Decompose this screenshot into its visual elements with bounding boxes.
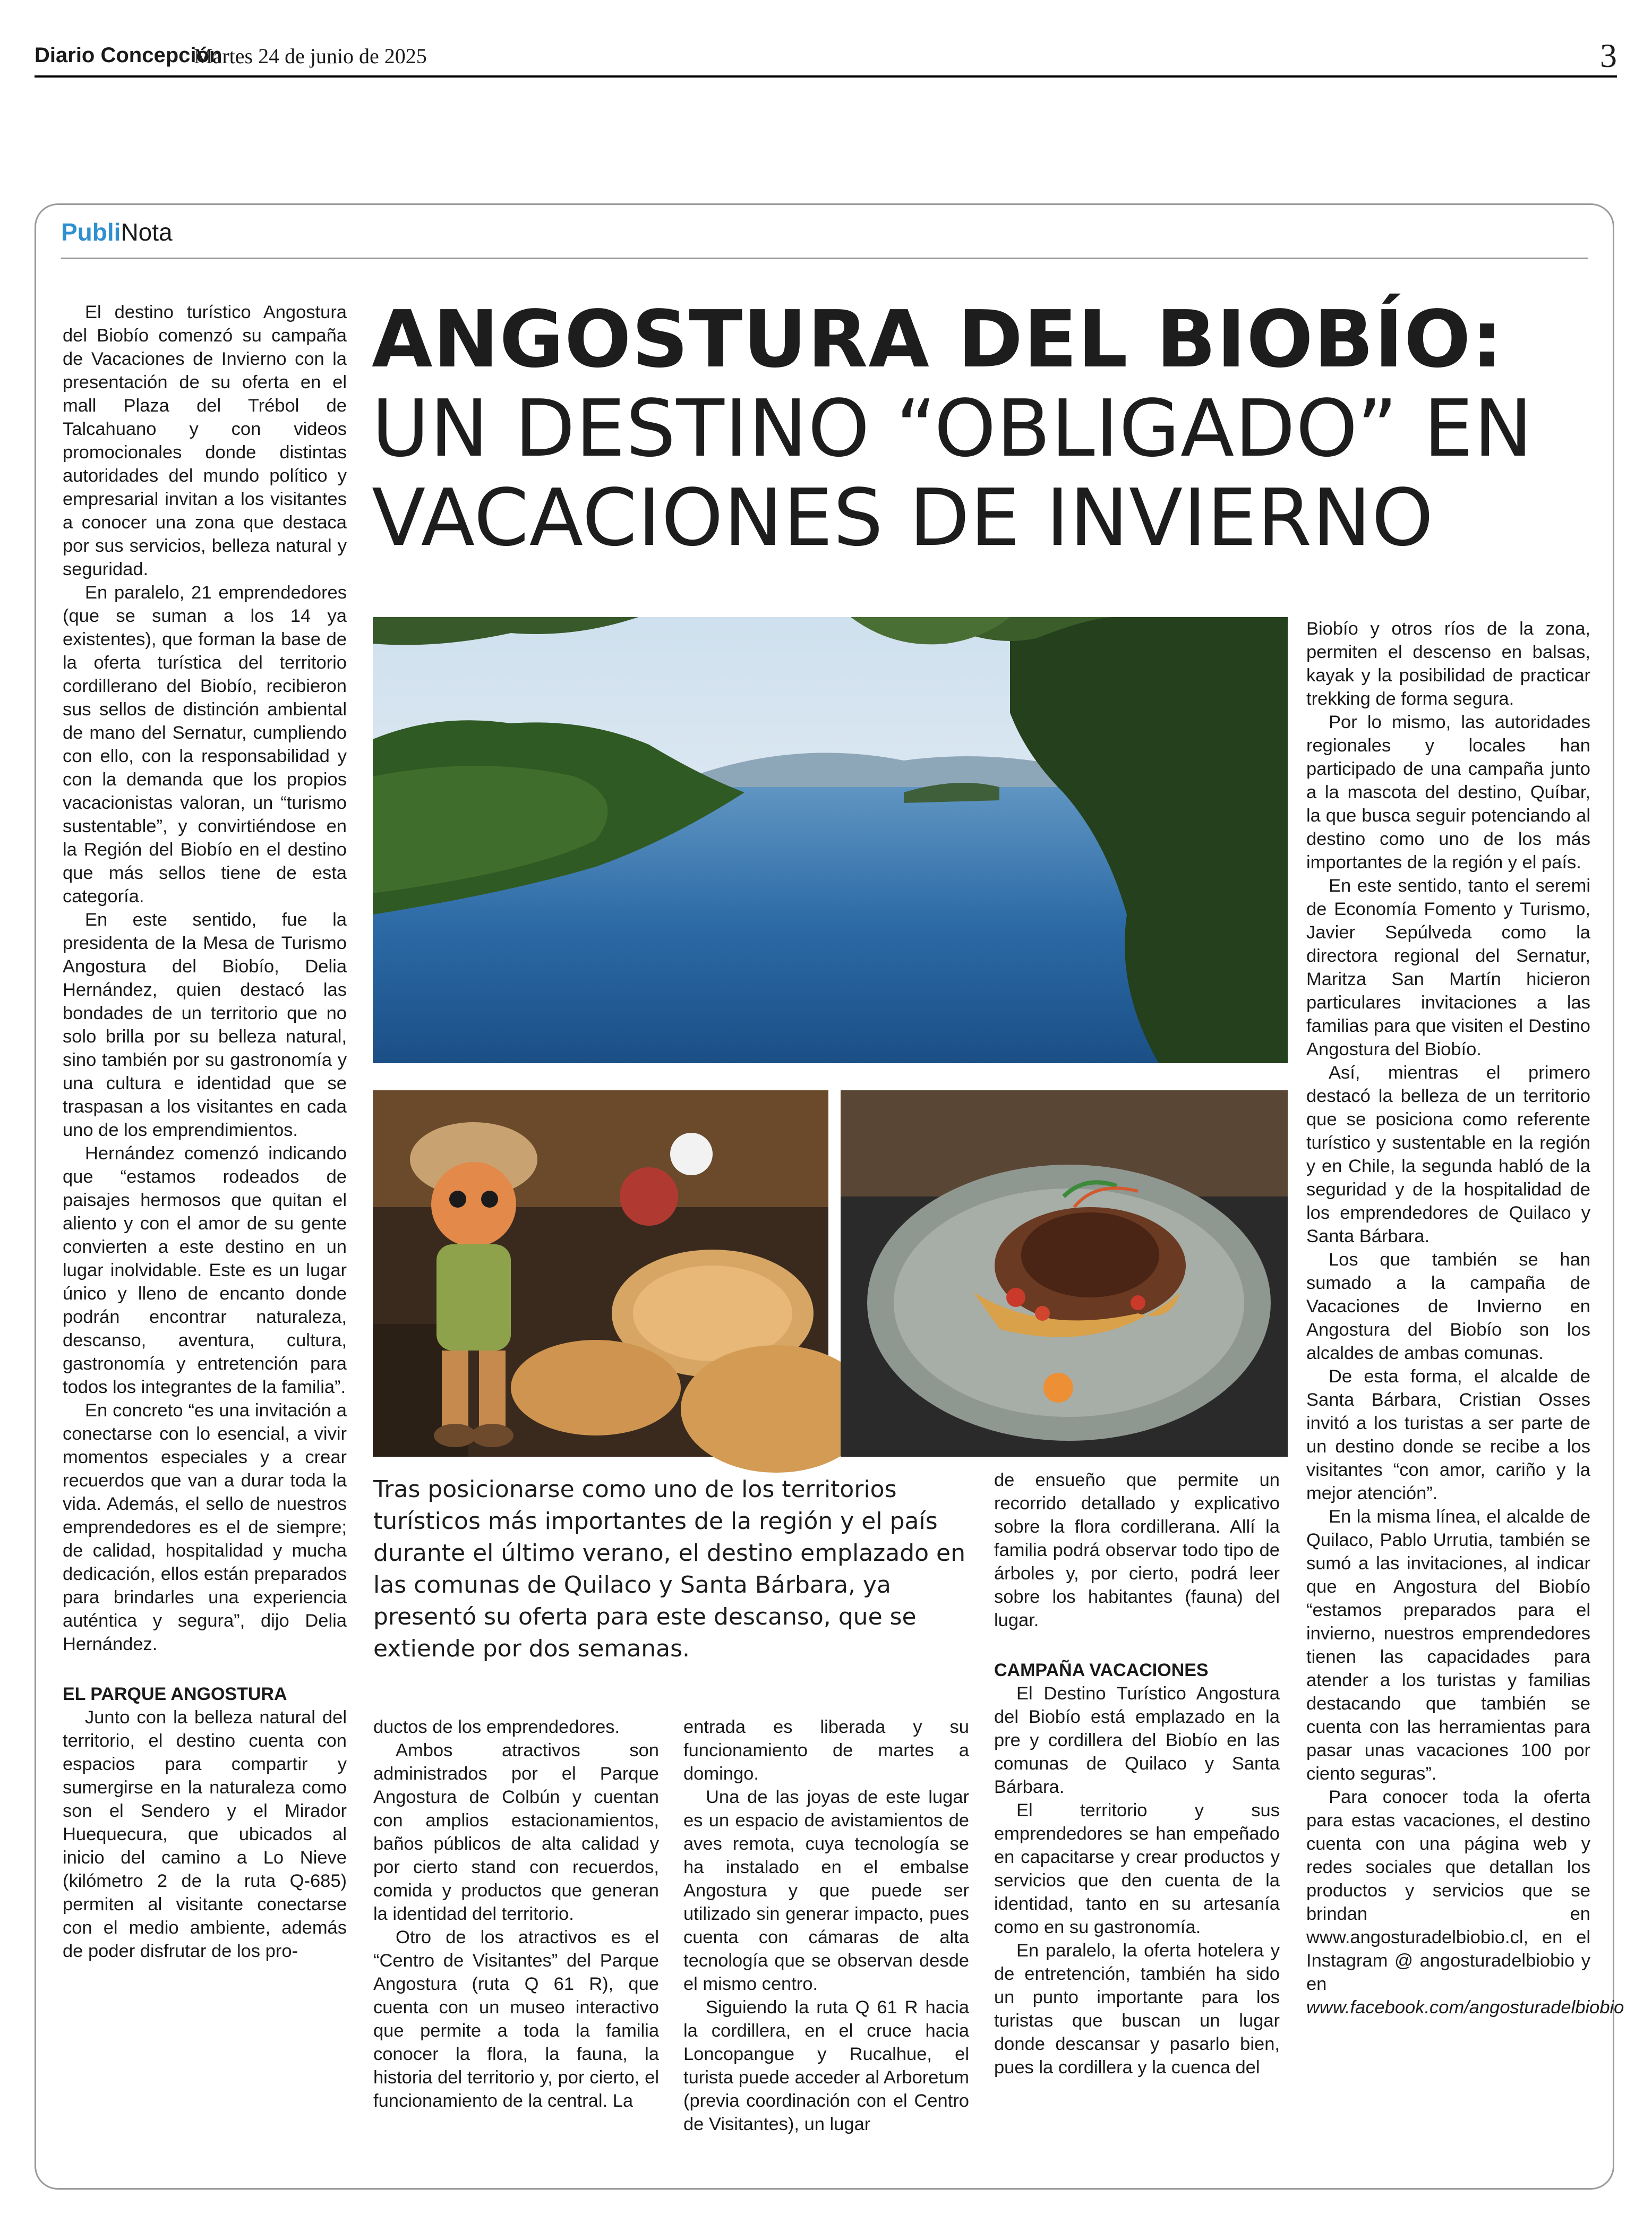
lead-paragraph: Tras posicionarse como uno de los territorios turísticos más importantes de la región y el país durante el último verano, el destino emplazado en las comunas de Quilaco y Santa Bárbara, ya presentó su oferta para este descanso, que se extiende por dos semanas. (373, 1476, 966, 1662)
paragraph: En concreto “es una invitación a conectarse con lo esencial, a vivir momentos especiales y a crear recuerdos que van a durar toda la vida. Además, el sello de nuestros emprendedores es el de siempre; de calidad, hospitalidad y mucha dedicación, ellos están preparados para brindarles una experiencia auténtica y segura”, dijo Delia Hernández. (63, 1400, 347, 1654)
paragraph: Por lo mismo, las autoridades regionales y locales han participado de una campaña junto a la mascota del destino, Quíbar, la que busca seguir potenciando al destino como uno de los más importantes de la región y el país. (1306, 712, 1590, 873)
paragraph: Otro de los atractivos es el “Centro de Visitantes” del Parque Angostura (ruta Q 61 R), que cuenta con un museo interactivo que permite a toda la familia conocer la flora, la fauna, la historia del territorio y, por cierto, el funcionamiento de la central. La (373, 1927, 659, 2111)
paragraph: de ensueño que permite un recorrido detallado y explicativo sobre la flora cordillerana. Allí la familia podrá observar todo tipo de árboles y, por cierto, podrá leer sobre los habitantes (fauna) del lugar. (994, 1470, 1280, 1630)
paragraph: ductos de los emprendedores. (373, 1717, 620, 1737)
paragraph: Junto con la belleza natural del territorio, el destino cuenta con espacios para compartir y sumergirse en la naturaleza como son el Sendero y el Mirador Huequecura, que ubicados al inicio del camino a Lo Nieve (kilómetro 2 de la ruta Q-685) permiten al visitante conectarse con el medio ambiente, además de poder disfrutar de los pro- (63, 1707, 347, 1961)
paragraph: Ambos atractivos son administrados por el Parque Angostura de Colbún y cuentan con amplios estacionamientos, baños públicos de alta calidad y por cierto stand con recuerdos, comida y productos que generan la identidad del territorio. (373, 1740, 659, 1924)
page-number: 3 (1600, 37, 1617, 74)
section-label (61, 218, 173, 246)
section-label-prefix: Publi (61, 218, 121, 246)
headline-line1: ANGOSTURA DEL BIOBÍO: (372, 294, 1503, 385)
paragraph: Siguiendo la ruta Q 61 R hacia la cordillera, en el cruce hacia Loncopangue y Rucalhue, el turista puede acceder al Arboretum (previa coordinación con el Centro de Visitantes), un lugar (683, 1997, 969, 2134)
paragraph: Una de las joyas de este lugar es un espacio de avistamientos de aves remota, cuya tecnología se ha instalado en el embalse Angostura y que puede ser utilizado sin generar impacto, pues cuenta con cámaras de alta tecnología que se observan desde el mismo centro. (683, 1787, 969, 1994)
facebook-link[interactable]: www.facebook.com/angosturadelbiobio (1306, 1997, 1624, 2018)
gourmet-dish-photo (841, 1090, 1288, 1457)
paragraph-contact (1306, 1785, 1624, 2019)
paragraph: El Destino Turístico Angostura del Biobío está emplazado en la pre y cordillera del Biobío en las comunas de Quilaco y Santa Bárbara. (994, 1683, 1280, 1797)
paragraph: En paralelo, 21 emprendedores (que se suman a los 14 ya existentes), que forman la base de la oferta turística del territorio cordillerano del Biobío, recibieron sus sellos de distinción ambiental de mano del Sernatur, cumpliendo con ello, con la responsabilidad y con la demanda que los propios vacacionistas valoran, un “turismo sustentable”, y convirtiéndose en la Región del Biobío en el destino que más sellos tiene de esta categoría. (63, 583, 347, 907)
article-column-4 (994, 1468, 1280, 2106)
section-label-suffix: Nota (121, 218, 173, 246)
lake-photo (373, 617, 1288, 1063)
article-column-2 (373, 1715, 659, 2111)
paragraph: En este sentido, tanto el seremi de Economía Fomento y Turismo, Javier Sepúlveda como la directora regional del Sernatur, Maritza San Martín hicieron particulares invitaciones a las familias para que visiten el Destino Angostura del Biobío. (1306, 876, 1590, 1059)
contact-text: Para conocer toda la oferta para estas vacaciones, el destino cuenta con una página web y redes sociales que detallan los productos y servicios que se brindan en www.angosturadelbiobio.cl, en el Instagram @ angosturadelbiobio y en (1306, 1787, 1590, 1994)
paragraph: El destino turístico Angostura del Biobío comenzó su campaña de Vacaciones de Invierno con la presentación de su oferta en el mall Plaza del Trébol de Talcahuano y con videos promocionales donde distintas autoridades del mundo político y empresarial invitan a los visitantes a conocer una zona que destaca por sus servicios, belleza natural y seguridad. (63, 302, 347, 579)
article-column-3 (683, 1715, 969, 2134)
section-divider (61, 258, 1588, 259)
article-column-5 (1306, 617, 1624, 2104)
subheading-campana: CAMPAÑA VACACIONES (994, 1660, 1209, 1680)
paragraph: Los que también se han sumado a la campaña de Vacaciones de Invierno en Angostura del Biobío son los alcaldes de ambas comunas. (1306, 1250, 1590, 1363)
headline (372, 295, 1604, 562)
paragraph: De esta forma, el alcalde de Santa Bárbara, Cristian Osses invitó a los turistas a ser parte de un destino donde se recibe a los visitantes “con amor, cariño y la mejor atención”. (1306, 1366, 1590, 1503)
paragraph: Hernández comenzó indicando que “estamos rodeados de paisajes hermosos que quitan el aliento y con el amor de su gente convierten a este destino en un lugar inolvidable. Este es un lugar único y lleno de encanto donde podrán encontrar naturaleza, descanso, aventura, cultura, gastronomía y entretención para todos los integrantes de la familia”. (63, 1143, 347, 1397)
paragraph: En este sentido, fue la presidenta de la Mesa de Turismo Angostura del Biobío, Delia Hernández, quien destacó las bondades de un territorio que no solo brilla por su belleza natural, sino también por su gastronomía y una cultura e identidad que se traspasan a los visitantes en cada uno de los emprendimientos. (63, 910, 347, 1140)
paragraph: En la misma línea, el alcalde de Quilaco, Pablo Urrutia, también se sumó a las invitaciones, al indicar que en Angostura del Biobío “estamos preparados para el invierno, nuestros emprendedores tienen las capacidades para atender a los turistas y familias destacando que también se cuenta con las herramientas para pasar unas vacaciones 100 por ciento seguras”. (1306, 1507, 1590, 1784)
subheading-parque: EL PARQUE ANGOSTURA (63, 1684, 287, 1704)
paragraph: Biobío y otros ríos de la zona, permiten el descenso en balsas, kayak y la posibilidad de practicar trekking de forma segura. (1306, 619, 1590, 709)
crochet-doll-photo (373, 1090, 828, 1457)
headline-line2: UN DESTINO “OBLIGADO” EN VACACIONES DE INVIERNO (372, 383, 1534, 563)
masthead (35, 37, 1617, 78)
article-column-1 (63, 301, 347, 2114)
newspaper-name: Diario Concepción (35, 44, 222, 67)
paragraph: El territorio y sus emprendedores se han empeñado en capacitarse y crear productos y servicios que den cuenta de la identidad, tanto en su artesanía como en su gastronomía. (994, 1800, 1280, 1937)
paragraph: entrada es liberada y su funcionamiento de martes a domingo. (683, 1717, 969, 1784)
paragraph: Así, mientras el primero destacó la belleza de un territorio que se posiciona como referente turístico y sustentable en la región y en Chile, la segunda habló de la seguridad y de la hospitalidad de los emprendedores de Quilaco y Santa Bárbara. (1306, 1063, 1590, 1246)
paragraph: En paralelo, la oferta hotelera y de entretención, también ha sido un punto importante para los turistas que buscan un lugar donde descansar y pasarlo bien, pues la cordillera y la cuenca del (994, 1941, 1280, 2078)
issue-date: Martes 24 de junio de 2025 (194, 44, 427, 68)
